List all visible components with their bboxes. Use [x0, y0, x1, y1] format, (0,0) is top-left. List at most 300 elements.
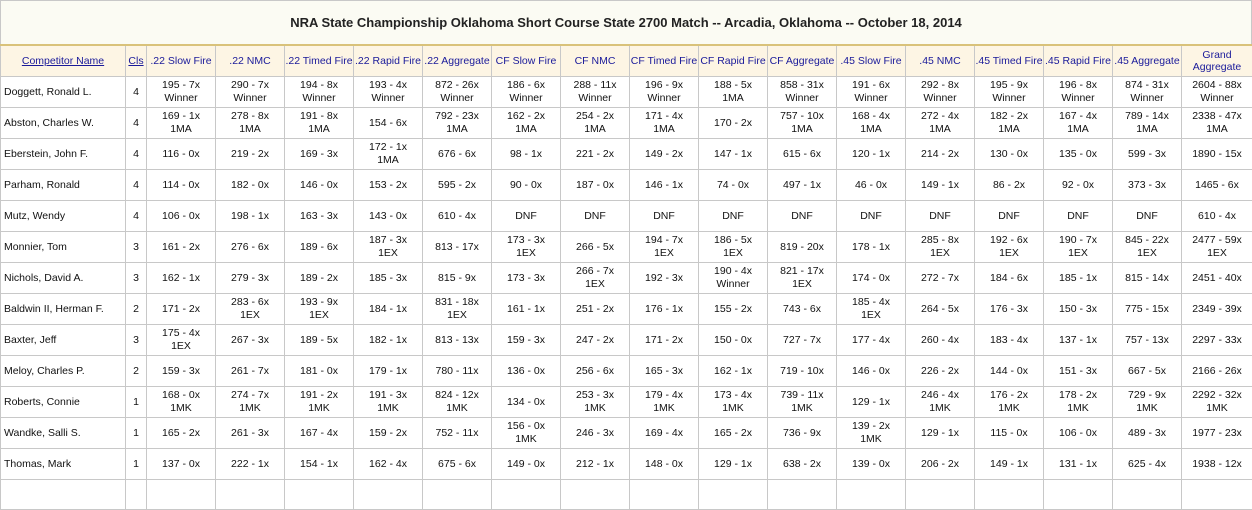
score-value: 195 - 9x — [990, 79, 1028, 91]
score-cell — [1113, 263, 1182, 294]
score-cell — [1044, 201, 1113, 232]
award-label: 1EX — [930, 247, 950, 259]
award-label: 1MA — [170, 123, 192, 135]
score-value: 260 - 4x — [921, 333, 959, 346]
award-label: 1MK — [998, 402, 1020, 414]
table-row — [1, 77, 1252, 108]
score-cell — [147, 108, 216, 139]
score-value: 135 - 0x — [1059, 147, 1097, 160]
score-cell — [837, 108, 906, 139]
score-cell — [1113, 139, 1182, 170]
score-cell — [354, 325, 423, 356]
score-value: 821 - 17x — [780, 265, 824, 277]
column-header: Grand Aggregate — [1182, 45, 1252, 77]
score-cell — [906, 77, 975, 108]
score-cell — [1113, 170, 1182, 201]
score-cell — [216, 201, 285, 232]
column-header: CF Rapid Fire — [699, 45, 768, 77]
score-cell — [1182, 294, 1252, 325]
score-cell — [285, 170, 354, 201]
score-value: 171 - 4x — [645, 110, 683, 122]
competitor-class: 2 — [126, 294, 147, 325]
score-cell — [354, 387, 423, 418]
award-label: Winner — [302, 92, 336, 104]
score-value: 129 - 1x — [852, 395, 890, 408]
score-cell — [699, 418, 768, 449]
column-header: .45 Timed Fire — [975, 45, 1044, 77]
score-value: 194 - 7x — [645, 234, 683, 246]
score-value: 155 - 2x — [714, 302, 752, 315]
award-label: 1MA — [515, 123, 537, 135]
score-value: 285 - 8x — [921, 234, 959, 246]
score-value: 206 - 2x — [921, 457, 959, 470]
score-cell — [975, 387, 1044, 418]
score-cell — [285, 387, 354, 418]
score-cell — [837, 449, 906, 480]
score-value: 148 - 0x — [645, 457, 683, 470]
score-value: DNF — [515, 209, 537, 222]
score-value: 153 - 2x — [369, 178, 407, 191]
award-label: 1MA — [1206, 123, 1228, 135]
score-cell — [1044, 356, 1113, 387]
score-value: 226 - 2x — [921, 364, 959, 377]
competitor-class: 3 — [126, 232, 147, 263]
score-cell — [285, 418, 354, 449]
score-value: 2604 - 88x — [1192, 79, 1242, 91]
empty-cell — [423, 480, 492, 510]
score-cell — [837, 356, 906, 387]
competitor-name: Doggett, Ronald L. — [1, 77, 126, 108]
score-value: 667 - 5x — [1128, 364, 1166, 377]
award-label: 1MA — [308, 123, 330, 135]
score-cell — [423, 294, 492, 325]
table-row — [1, 108, 1252, 139]
score-cell — [630, 418, 699, 449]
score-cell — [1113, 325, 1182, 356]
score-value: 171 - 2x — [645, 333, 683, 346]
score-cell — [423, 201, 492, 232]
award-label: 1MK — [791, 402, 813, 414]
score-value: 159 - 3x — [507, 333, 545, 346]
column-header: CF Aggregate — [768, 45, 837, 77]
competitor-class: 4 — [126, 170, 147, 201]
score-cell — [423, 449, 492, 480]
score-value: 1938 - 12x — [1192, 457, 1242, 470]
score-value: 106 - 0x — [162, 209, 200, 222]
award-label: Winner — [923, 92, 957, 104]
score-value: 165 - 2x — [714, 426, 752, 439]
competitor-class: 2 — [126, 356, 147, 387]
score-cell — [1044, 418, 1113, 449]
score-value: 168 - 4x — [852, 110, 890, 122]
score-value: 246 - 4x — [921, 389, 959, 401]
score-cell — [492, 263, 561, 294]
award-label: 1MK — [929, 402, 951, 414]
score-cell — [975, 449, 1044, 480]
score-value: 139 - 0x — [852, 457, 890, 470]
table-row — [1, 418, 1252, 449]
score-cell — [906, 325, 975, 356]
score-value: 162 - 1x — [714, 364, 752, 377]
column-header-name[interactable]: Competitor Name — [1, 45, 126, 77]
score-cell — [630, 294, 699, 325]
score-cell — [285, 77, 354, 108]
score-value: 189 - 6x — [300, 240, 338, 253]
score-cell — [975, 108, 1044, 139]
score-cell — [837, 139, 906, 170]
score-cell — [768, 170, 837, 201]
column-header: .45 Aggregate — [1113, 45, 1182, 77]
score-cell — [492, 449, 561, 480]
score-value: 150 - 0x — [714, 333, 752, 346]
score-value: 727 - 7x — [783, 333, 821, 346]
score-cell — [906, 418, 975, 449]
score-value: 497 - 1x — [783, 178, 821, 191]
award-label: 1MK — [446, 402, 468, 414]
score-value: 188 - 5x — [714, 79, 752, 91]
score-cell — [1182, 449, 1252, 480]
score-value: 272 - 7x — [921, 271, 959, 284]
empty-cell — [561, 480, 630, 510]
score-cell — [1182, 387, 1252, 418]
score-cell — [492, 387, 561, 418]
score-value: 175 - 4x — [162, 327, 200, 339]
score-cell — [561, 325, 630, 356]
award-label: 1MK — [170, 402, 192, 414]
competitor-class: 4 — [126, 108, 147, 139]
competitor-class: 4 — [126, 77, 147, 108]
score-value: 182 - 2x — [990, 110, 1028, 122]
score-value: 143 - 0x — [369, 209, 407, 222]
score-cell — [906, 201, 975, 232]
score-value: 775 - 15x — [1125, 302, 1169, 315]
score-cell — [561, 356, 630, 387]
score-value: 173 - 3x — [507, 271, 545, 284]
score-cell — [975, 418, 1044, 449]
score-value: 196 - 9x — [645, 79, 683, 91]
score-value: 193 - 9x — [300, 296, 338, 308]
score-value: 182 - 1x — [369, 333, 407, 346]
award-label: Winner — [371, 92, 405, 104]
score-value: DNF — [722, 209, 744, 222]
score-cell — [630, 201, 699, 232]
score-cell — [354, 356, 423, 387]
award-label: 1MA — [791, 123, 813, 135]
column-header: .22 Rapid Fire — [354, 45, 423, 77]
score-value: 221 - 2x — [576, 147, 614, 160]
score-cell — [630, 387, 699, 418]
competitor-class: 1 — [126, 418, 147, 449]
score-cell — [285, 108, 354, 139]
score-value: 169 - 3x — [300, 147, 338, 160]
empty-cell — [147, 480, 216, 510]
award-label: Winner — [509, 92, 543, 104]
award-label: Winner — [1200, 92, 1234, 104]
score-cell — [492, 108, 561, 139]
score-value: 824 - 12x — [435, 389, 479, 401]
score-cell — [561, 263, 630, 294]
score-value: 214 - 2x — [921, 147, 959, 160]
score-cell — [216, 294, 285, 325]
score-cell — [1182, 263, 1252, 294]
score-value: 736 - 9x — [783, 426, 821, 439]
score-cell — [216, 139, 285, 170]
award-label: 1EX — [585, 278, 605, 290]
score-cell — [837, 77, 906, 108]
score-value: 136 - 0x — [507, 364, 545, 377]
column-header: CF Slow Fire — [492, 45, 561, 77]
score-value: 251 - 2x — [576, 302, 614, 315]
score-cell — [975, 356, 1044, 387]
score-value: 171 - 2x — [162, 302, 200, 315]
score-value: 146 - 1x — [645, 178, 683, 191]
score-cell — [216, 356, 285, 387]
column-header-cls[interactable]: Cls — [126, 45, 147, 77]
score-value: 625 - 4x — [1128, 457, 1166, 470]
score-value: 86 - 2x — [992, 178, 1026, 191]
score-value: 179 - 1x — [369, 364, 407, 377]
score-cell — [354, 170, 423, 201]
score-value: 178 - 2x — [1059, 389, 1097, 401]
score-value: 2477 - 59x — [1192, 234, 1242, 246]
empty-cell — [492, 480, 561, 510]
score-value: 130 - 0x — [990, 147, 1028, 160]
score-cell — [1113, 418, 1182, 449]
score-value: 191 - 3x — [369, 389, 407, 401]
score-cell — [975, 325, 1044, 356]
score-value: 874 - 31x — [1125, 79, 1169, 91]
score-value: DNF — [1136, 209, 1158, 222]
score-value: DNF — [791, 209, 813, 222]
score-value: 173 - 3x — [507, 234, 545, 246]
score-value: 154 - 1x — [300, 457, 338, 470]
award-label: 1MK — [722, 402, 744, 414]
score-cell — [1182, 356, 1252, 387]
score-value: 267 - 3x — [231, 333, 269, 346]
award-label: 1EX — [447, 309, 467, 321]
award-label: 1EX — [171, 340, 191, 352]
award-label: 1EX — [1207, 247, 1227, 259]
score-value: 1890 - 15x — [1192, 147, 1242, 160]
score-value: 159 - 2x — [369, 426, 407, 439]
score-cell — [561, 201, 630, 232]
score-cell — [837, 294, 906, 325]
score-cell — [285, 139, 354, 170]
score-cell — [492, 294, 561, 325]
score-cell — [1044, 325, 1113, 356]
award-label: 1MK — [1136, 402, 1158, 414]
award-label: 1MA — [1067, 123, 1089, 135]
score-value: 114 - 0x — [162, 178, 200, 191]
score-cell — [561, 77, 630, 108]
score-value: 266 - 5x — [576, 240, 614, 253]
score-value: 615 - 6x — [783, 147, 821, 160]
score-value: 177 - 4x — [852, 333, 890, 346]
score-cell — [147, 201, 216, 232]
empty-cell — [216, 480, 285, 510]
score-value: 831 - 18x — [435, 296, 479, 308]
score-cell — [1113, 108, 1182, 139]
score-cell — [837, 232, 906, 263]
award-label: 1MA — [860, 123, 882, 135]
score-value: 186 - 5x — [714, 234, 752, 246]
table-row — [1, 232, 1252, 263]
competitor-class: 1 — [126, 387, 147, 418]
score-value: 780 - 11x — [435, 364, 479, 377]
score-cell — [216, 77, 285, 108]
score-cell — [1182, 139, 1252, 170]
score-value: 253 - 3x — [576, 389, 614, 401]
score-value: 185 - 4x — [852, 296, 890, 308]
score-cell — [630, 77, 699, 108]
score-cell — [423, 418, 492, 449]
score-value: 247 - 2x — [576, 333, 614, 346]
award-label: 1EX — [654, 247, 674, 259]
score-value: 159 - 3x — [162, 364, 200, 377]
empty-cell — [699, 480, 768, 510]
score-value: 176 - 3x — [990, 302, 1028, 315]
score-cell — [1044, 263, 1113, 294]
score-value: 184 - 1x — [369, 302, 407, 315]
score-value: 192 - 3x — [645, 271, 683, 284]
score-cell — [216, 449, 285, 480]
score-value: DNF — [998, 209, 1020, 222]
award-label: 1MA — [653, 123, 675, 135]
score-value: 2451 - 40x — [1192, 271, 1242, 284]
empty-cell — [630, 480, 699, 510]
score-cell — [1182, 77, 1252, 108]
score-cell — [975, 77, 1044, 108]
score-cell — [699, 263, 768, 294]
score-cell — [561, 294, 630, 325]
score-cell — [1044, 294, 1113, 325]
score-value: 272 - 4x — [921, 110, 959, 122]
score-cell — [906, 263, 975, 294]
score-cell — [354, 263, 423, 294]
score-cell — [285, 325, 354, 356]
score-cell — [147, 418, 216, 449]
table-row — [1, 294, 1252, 325]
score-value: 813 - 13x — [435, 333, 479, 346]
score-value: 292 - 8x — [921, 79, 959, 91]
score-value: 276 - 6x — [231, 240, 269, 253]
score-value: 595 - 2x — [438, 178, 476, 191]
score-value: 149 - 1x — [990, 457, 1028, 470]
award-label: 1MA — [377, 154, 399, 166]
score-cell — [216, 418, 285, 449]
competitor-name: Abston, Charles W. — [1, 108, 126, 139]
score-value: 170 - 2x — [714, 116, 752, 129]
empty-cell — [975, 480, 1044, 510]
score-cell — [354, 139, 423, 170]
score-cell — [147, 294, 216, 325]
award-label: 1MK — [239, 402, 261, 414]
score-cell — [354, 201, 423, 232]
score-value: 610 - 4x — [438, 209, 476, 222]
score-value: 134 - 0x — [507, 395, 545, 408]
score-value: 184 - 6x — [990, 271, 1028, 284]
score-cell — [354, 418, 423, 449]
score-cell — [699, 356, 768, 387]
score-cell — [1182, 418, 1252, 449]
empty-cell — [1182, 480, 1252, 510]
score-cell — [768, 356, 837, 387]
score-value: 195 - 7x — [162, 79, 200, 91]
score-value: 190 - 4x — [714, 265, 752, 277]
score-value: 261 - 7x — [231, 364, 269, 377]
competitor-name: Baxter, Jeff — [1, 325, 126, 356]
score-cell — [630, 139, 699, 170]
score-value: 872 - 26x — [435, 79, 479, 91]
score-value: 165 - 3x — [645, 364, 683, 377]
score-cell — [147, 449, 216, 480]
score-value: 212 - 1x — [576, 457, 614, 470]
score-cell — [837, 418, 906, 449]
score-value: 739 - 11x — [780, 389, 824, 401]
score-value: 146 - 0x — [300, 178, 338, 191]
score-cell — [837, 387, 906, 418]
score-cell — [147, 387, 216, 418]
score-cell — [147, 170, 216, 201]
score-cell — [699, 201, 768, 232]
table-row — [1, 325, 1252, 356]
score-cell — [561, 387, 630, 418]
empty-cell — [768, 480, 837, 510]
score-cell — [1044, 449, 1113, 480]
empty-cell — [1113, 480, 1182, 510]
score-cell — [768, 294, 837, 325]
score-cell — [1044, 232, 1113, 263]
score-cell — [285, 263, 354, 294]
column-header: .22 Slow Fire — [147, 45, 216, 77]
score-value: 74 - 0x — [716, 178, 750, 191]
score-cell — [975, 263, 1044, 294]
empty-cell — [1, 480, 126, 510]
score-value: 169 - 1x — [162, 110, 200, 122]
competitor-name: Parham, Ronald — [1, 170, 126, 201]
score-value: DNF — [653, 209, 675, 222]
score-value: 813 - 17x — [435, 240, 479, 253]
score-cell — [1182, 108, 1252, 139]
score-cell — [1182, 170, 1252, 201]
score-cell — [423, 170, 492, 201]
competitor-name: Roberts, Connie — [1, 387, 126, 418]
score-cell — [906, 356, 975, 387]
column-header: .22 Aggregate — [423, 45, 492, 77]
score-value: 174 - 0x — [852, 271, 890, 284]
score-cell — [975, 232, 1044, 263]
score-cell — [699, 387, 768, 418]
score-value: 254 - 2x — [576, 110, 614, 122]
score-value: 115 - 0x — [990, 426, 1028, 439]
competitor-class: 3 — [126, 263, 147, 294]
score-cell — [768, 418, 837, 449]
score-value: 2292 - 32x — [1192, 389, 1242, 401]
score-value: 169 - 4x — [645, 426, 683, 439]
table-row — [1, 201, 1252, 232]
award-label: 1MA — [722, 92, 744, 104]
score-value: 137 - 1x — [1059, 333, 1097, 346]
score-value: 599 - 3x — [1128, 147, 1166, 160]
score-cell — [768, 139, 837, 170]
award-label: 1EX — [378, 247, 398, 259]
score-cell — [561, 418, 630, 449]
score-value: 190 - 7x — [1059, 234, 1097, 246]
score-value: 129 - 1x — [921, 426, 959, 439]
score-cell — [216, 325, 285, 356]
score-cell — [768, 387, 837, 418]
score-cell — [285, 201, 354, 232]
